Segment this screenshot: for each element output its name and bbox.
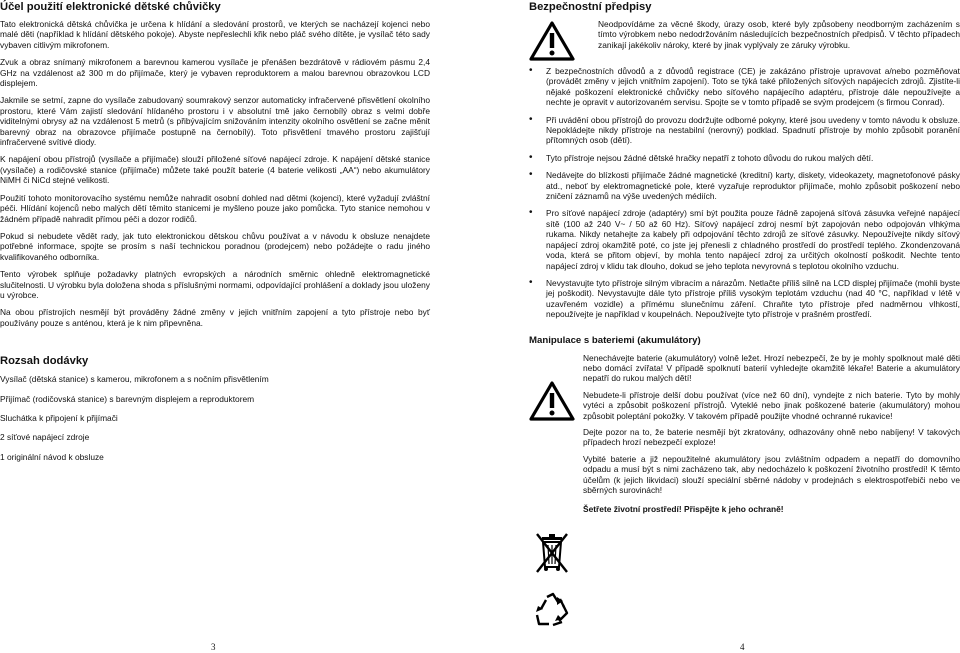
paragraph: Na obou přístrojích nesmějí být prováděny žádné změny v jejich vnitřním zapojení a tyto přístroje nebo byť používány pouze s anténou, která je k nim připevněna. [0, 307, 430, 328]
safety-item: • Z bezpečnostních důvodů a z důvodů registrace (CE) je zakázáno přístroje upravovat a/nebo pozměňovat (provádět změny v jejich vnitřním zapojení). Toto se týká také přiložených síťových napájecích zdrojů. Zjistíte-li nějaké poškození elektronické chůvičky nebo síťového napájecího adaptéru, přístroje dále nepoužívejte a nechte je opravit v autorizovaném servisu. Spojte se v tomto případě se svým prodejcem (s firmou Conrad). [529, 66, 960, 108]
package-item: Vysílač (dětská stanice) s kamerou, mikrofonem a s nočním přisvětlením [0, 374, 269, 385]
package-item: Sluchátka k připojení k přijímači [0, 412, 118, 423]
paragraph: Zvuk a obraz snímaný mikrofonem a barevnou kamerou vysílače je přenášen bezdrátově v rádiovém pásmu 2,4 GHz na vzdálenost až 300 m do přijímače, který je vybaven reproduktorem a malou barevnou obrazovkou LCD displejem. [0, 57, 430, 89]
page-number: 4 [740, 642, 745, 652]
intro-section [0, 19, 430, 328]
warning-text: Neodpovídáme za věcné škody, úrazy osob, které byly způsobeny neodborným zacházením s tímto výrobkem nebo nedodržováním následujících bezpečnostních předpisů. V těchto případech zanikají jakékoliv nároky, které by jinak vyplývaly ze záruky výrobku. [598, 19, 960, 50]
paragraph: Použití tohoto monitorovacího systému nemůže nahradit osobní dohled nad dětmi (kojenci), které vyžadují zvláštní péči. Hlídání kojenců nebo malých dětí těmito stanicemi je myšleno pouze jako pomůcka. Tyto stanice nemohou v žádném případě nahradit přímou péči a dozor rodičů. [0, 192, 430, 224]
paragraph: K napájení obou přístrojů (vysílače a přijímače) slouží přiložené síťové napájecí zdroje. K napájení dětské stanice (vysílače) a rodičovské stanice (přijímače) můžete také použít baterie (4 baterie velikosti „AA“) nebo akumulátory NiMH či NiCd stejné velikosti. [0, 154, 430, 186]
paragraph: Pokud si nebudete vědět rady, jak tuto elektronickou dětskou chůvu používat a v návodu k obsluze nenajdete potřebné informace, spojte se prosím s naší technickou poradnou (prodejcem) nebo požádejte o radu jiného kvalifikovaného odborníka. [0, 230, 430, 262]
package-list [0, 374, 430, 462]
environment-note: Šetřete životní prostředí! Přispějte k jeho ochraně! [583, 504, 784, 515]
battery-section [529, 353, 960, 521]
paragraph: Tato elektronická dětská chůvička je určena k hlídání a sledování prostorů, ve kterých se nacházejí kojenci nebo malé děti (například k hlídání dětského pokoje). Abyste nepřeslechli křik nebo pláč svého dítěte, je vysílač této sady vybaven citlivým mikrofonem. [0, 19, 430, 50]
right-page [529, 0, 960, 521]
warning-triangle-icon [529, 21, 589, 66]
safety-item: • Nevystavujte tyto přístroje silným vibracím a nárazům. Netlačte příliš silně na LCD displej přijímače (mohli byste jej poškodit). Nevystavujte dále tyto přístroje příliš vysokým teplotám vzduchu (nad 40 °C, například v létě v uzavřeném vozidle) a přímému slunečnímu záření. Chraňte tyto přístroje před nadměrnou vlhkostí, nepoužívejte je například v koupelnách. Nepoužívejte tyto přístroje v prašném prostředí. [529, 278, 960, 320]
paragraph: Nenechávejte baterie (akumulátory) volně ležet. Hrozí nebezpečí, že by je mohly spolknout malé děti nebo domácí zvířata! V případě spolknutí baterií vyhledejte okamžitě lékaře! Baterie a akumulátory nepatří do rukou malých dětí! [583, 352, 960, 384]
recycle-icon [533, 591, 573, 634]
package-item: 1 originální návod k obsluze [0, 451, 104, 462]
paragraph: Jakmile se setmí, zapne do vysílače zabudovaný soumrakový senzor automaticky infračervené přisvětlení okolního prostoru, které Vám zajistí sledování hlídaného prostoru i v absolutní tmě jako černobílý obraz s velmi dobře viditelnými obrysy až na vzdálenost 5 metrů (s přibývajícím snižováním intenzity okolního osvětlení se začne měnit barevný obraz na obrazovce přijímače postupně na černobílý). Toto přisvětlení tmavého prostoru zajišťují infračervené svítivé diody. [0, 95, 430, 148]
left-page [0, 0, 430, 471]
safety-list [529, 66, 960, 320]
package-item: 2 síťové napájecí zdroje [0, 432, 90, 443]
package-item: Přijímač (rodičovská stanice) s barevným displejem a reproduktorem [0, 393, 255, 404]
safety-item: • Nedávejte do blízkosti přijímače žádné magnetické (kreditní) karty, diskety, videokazety, magnetofonové pásky atd., neboť by elektromagnetické pole, které vyzařuje reproduktor přijímače, mohlo způsobit poškození nebo zničení záznamů na výše uvedených médiích. [529, 170, 960, 201]
paragraph: Nebudete-li přístroje delší dobu používat (více než 60 dní), vyndejte z nich baterie. Tyto by mohly vytéci a způsobit poškození přístrojů. Vyteklé nebo jinak poškozené baterie (akumulátory) mohou způsobit poleptání pokožky. V takovém případě použijte vhodné ochranné rukavice! [583, 389, 960, 421]
paragraph: Tento výrobek splňuje požadavky platných evropských a národních směrnic ohledně elektromagnetické slučitelnosti. U výrobku byla doložena shoda s příslušnými normami, odpovídající prohlášení a doklady jsou uloženy u výrobce. [0, 269, 430, 300]
paragraph: Dejte pozor na to, že baterie nesmějí být zkratovány, odhazovány ohně nebo nabíjeny! V takových případech hrozí nebezpečí exploze! [583, 426, 960, 448]
battery-icons [529, 353, 583, 521]
package-heading: Rozsah dodávky [0, 355, 89, 368]
safety-heading: Bezpečnostní předpisy [529, 1, 652, 13]
safety-warning [529, 19, 960, 66]
paragraph: Vybité baterie a již nepoužitelné akumulátory jsou zvláštním odpadem a nepatří do domovního odpadu a musí být s nimi zacházeno tak, aby nedocházelo k poškození životního prostředí! K těmto účelům (k jejich likvidaci) slouží speciální sběrné nádoby v prodejnách s elektrospotřebiči nebo ve sběrných surovinách! [583, 453, 960, 495]
warning-triangle-icon [529, 381, 575, 426]
safety-item: • Při uvádění obou přístrojů do provozu dodržujte odborné pokyny, které jsou uvedeny v tomto návodu k obsluze. Nepokládejte nikdy přístroje na nestabilní (nerovný) podklad. Spadnutí přístroje by mohlo způsobit poranění přítomných osob (dětí). [529, 115, 960, 146]
page-number: 3 [211, 642, 216, 652]
crossed-out-bin-icon [533, 531, 571, 580]
page-title: Účel použití elektronické dětské chůvičky [0, 1, 221, 13]
battery-text [583, 353, 960, 521]
safety-item: • Pro síťové napájecí zdroje (adaptéry) smí být použita pouze řádně zapojená síťová zásuvka veřejné napájecí sítě (100 až 240 V~ / 50 až 60 Hz). Síťový napájecí zdroj nesmí být zapojován nebo odpojován vlhkýma rukama. Nikdy netahejte za kabely při odpojování těchto zdrojů ze síťové zásuvky. Nepoužívejte nikdy síťový napájecí zdroj okamžitě poté, co jste jej přenesli z chladného prostředí do prostředí teplého. Zkondenzovaná voda, která se přitom objeví, by mohla tento napájecí zdroj za určitých okolností poškodit. Nechte tento napájecí zdroj v klidu tak dlouho, dokud se jeho teplota nevyrovná s teplotou okolního vzduchu. [529, 208, 960, 270]
battery-heading: Manipulace s bateriemi (akumulátory) [529, 334, 701, 346]
safety-item: • Tyto přístroje nejsou žádné dětské hračky nepatří z tohoto důvodu do rukou malých dětí. [529, 153, 960, 163]
